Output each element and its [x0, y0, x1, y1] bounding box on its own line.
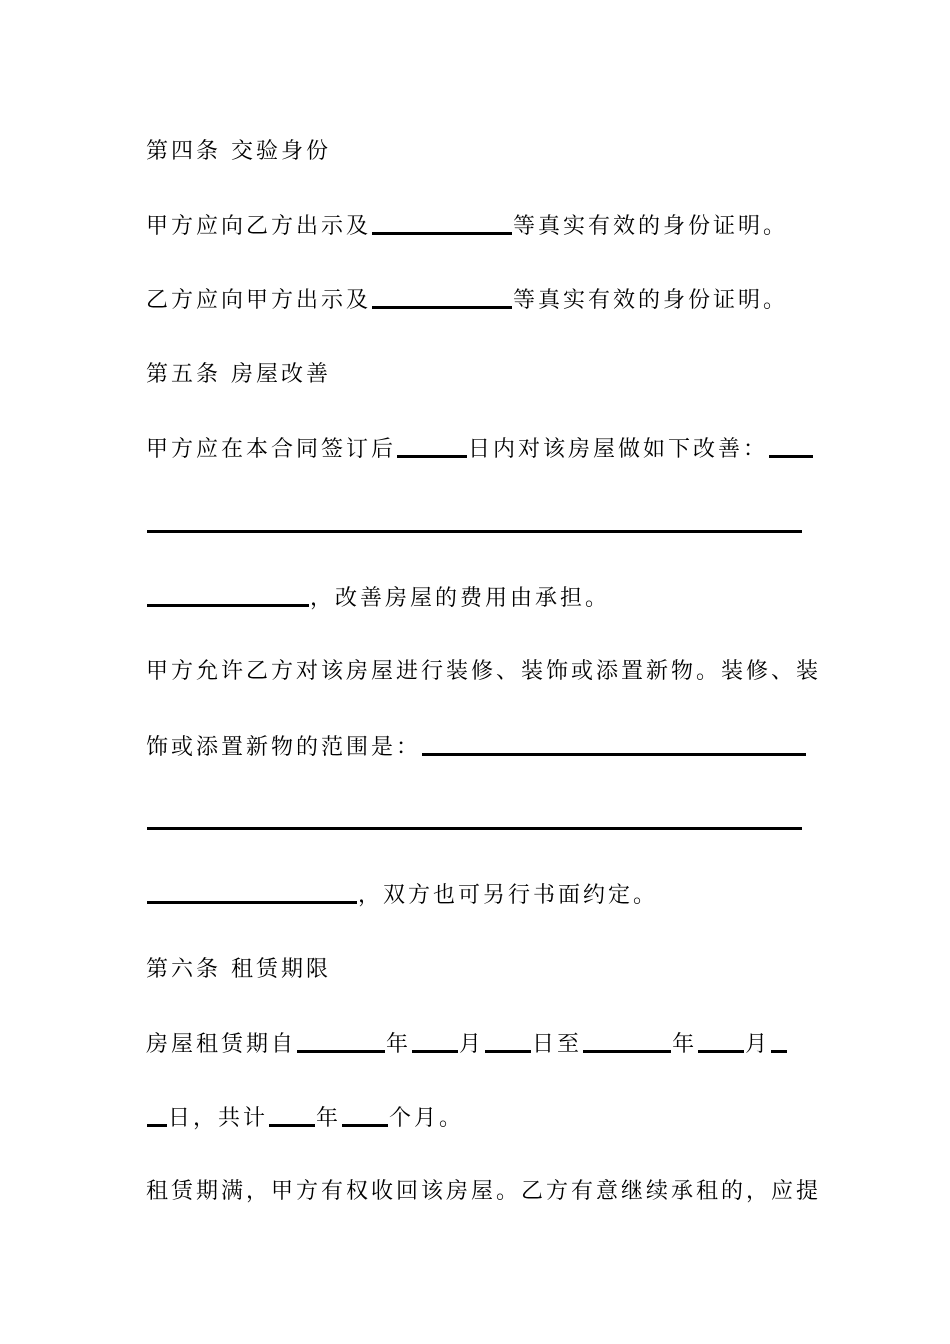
clause-text: 甲方应向乙方出示及	[146, 214, 372, 239]
section-heading-house-improvement	[146, 355, 806, 395]
fill-in-blank[interactable]	[485, 1024, 531, 1053]
clause-text: 房屋租赁期自	[146, 1032, 297, 1057]
clause-decoration-scope	[146, 727, 806, 767]
clause-lease-period	[146, 1024, 806, 1064]
section-heading-identity-check	[146, 132, 806, 172]
clause-improvement-days	[146, 429, 806, 469]
fill-in-blank[interactable]	[412, 1024, 458, 1053]
clause-text: 等真实有效的身份证明。	[513, 288, 789, 313]
clause-text: 月	[745, 1032, 771, 1057]
fill-in-blank[interactable]	[147, 1098, 167, 1127]
clause-text: ，改善房屋的费用由承担。	[310, 586, 611, 611]
fill-in-blank[interactable]	[269, 1098, 315, 1127]
clause-text: ，双方也可另行书面约定。	[358, 883, 659, 908]
section-heading-lease-term	[146, 950, 806, 990]
clause-text: 日内对该房屋做如下改善：	[468, 437, 769, 462]
clause-text: 等真实有效的身份证明。	[513, 214, 789, 239]
clause-decoration-permission	[146, 652, 822, 692]
clause-text: 甲方应在本合同签订后	[146, 437, 397, 462]
clause-text: 个月。	[389, 1106, 465, 1131]
fill-in-blank[interactable]	[397, 429, 467, 458]
fill-in-blank[interactable]	[771, 1024, 787, 1053]
fill-in-blank[interactable]	[769, 429, 813, 458]
clause-text: 月	[459, 1032, 485, 1057]
fill-in-blank[interactable]	[147, 801, 802, 830]
blank-line	[146, 504, 806, 544]
clause-improvement-cost	[146, 578, 806, 618]
clause-lease-expiry	[146, 1172, 822, 1212]
clause-text: 乙方应向甲方出示及	[146, 288, 372, 313]
heading-text: 第四条 交验身份	[146, 139, 331, 164]
clause-text: 年	[386, 1032, 412, 1057]
clause-text: 日至	[532, 1032, 583, 1057]
clause-party-a-identity	[146, 206, 806, 246]
fill-in-blank[interactable]	[372, 206, 512, 235]
fill-in-blank[interactable]	[297, 1024, 385, 1053]
clause-text: 年	[316, 1106, 342, 1131]
fill-in-blank[interactable]	[698, 1024, 744, 1053]
fill-in-blank[interactable]	[422, 727, 806, 756]
fill-in-blank[interactable]	[147, 875, 357, 904]
clause-text: 饰或添置新物的范围是：	[146, 735, 422, 760]
fill-in-blank[interactable]	[583, 1024, 671, 1053]
clause-lease-total	[146, 1098, 806, 1138]
clause-text: 甲方允许乙方对该房屋进行装修、装饰或添置新物。装修、装	[146, 659, 822, 684]
fill-in-blank[interactable]	[147, 504, 802, 533]
clause-text: 年	[672, 1032, 698, 1057]
clause-party-b-identity	[146, 280, 806, 320]
heading-text: 第五条 房屋改善	[146, 362, 331, 387]
clause-text: 日，共计	[168, 1106, 269, 1131]
clause-decoration-agreement	[146, 875, 806, 915]
heading-text: 第六条 租赁期限	[146, 957, 331, 982]
fill-in-blank[interactable]	[147, 578, 309, 607]
blank-line	[146, 801, 806, 841]
fill-in-blank[interactable]	[372, 280, 512, 309]
fill-in-blank[interactable]	[342, 1098, 388, 1127]
clause-text: 租赁期满，甲方有权收回该房屋。乙方有意继续承租的，应提	[146, 1179, 822, 1204]
